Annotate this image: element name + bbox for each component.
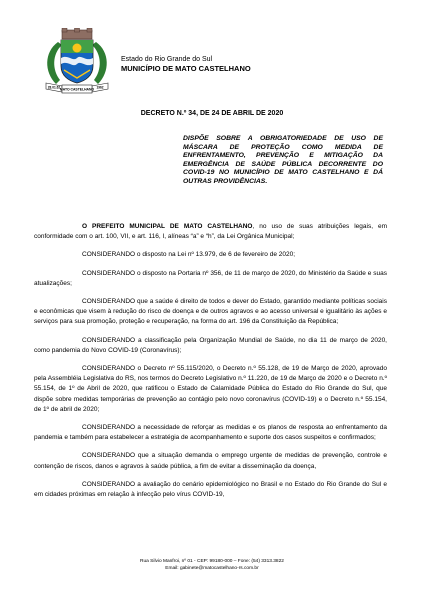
decree-body	[34, 222, 387, 508]
letterhead	[121, 55, 251, 74]
municipal-crest	[40, 28, 114, 94]
considerando-paragraph-3: CONSIDERANDO que a saúde é direito de todos e dever do Estado, garantido mediante políticas sociais e econômicas que visem à redução do risco de doença e de outros agravos e ao acesso universal e igualitário às ações e serviços para sua promoção, proteção e recuperação, na forma do art. 196 da Constituição da República;	[34, 298, 387, 326]
page-footer	[0, 559, 424, 572]
footer-email: Email: gabinete@matocastelhano-rs.com.br	[165, 565, 259, 571]
crest-right-year: 1962	[96, 85, 104, 90]
intro-authority: O PREFEITO MUNICIPAL DE MATO CASTELHANO	[82, 223, 253, 230]
considerando-paragraph-1: CONSIDERANDO o disposto na Lei nº 13.979, de 6 de fevereiro de 2020;	[82, 251, 296, 259]
crest-left-year: 28.01.62	[47, 85, 61, 90]
intro-text: , no uso de suas atribuições legais, em conformidade com o art. 100, VII, e art. 116, I, alíneas “a” e “h”, da Lei Orgânica Municipal;	[34, 223, 387, 241]
municipality-name: MUNICÍPIO DE MATO CASTELHANO	[121, 64, 251, 73]
crest-banner-text: MATO CASTELHANO	[59, 87, 95, 92]
considerando-paragraph-6: CONSIDERANDO a necessidade de reforçar as medidas e os planos de resposta ao enfrentamento da pandemia e também para estabelecer a estratégia de acompanhamento e suporte dos casos suspeitos e confirmados;	[34, 424, 387, 442]
considerando-paragraph-5: CONSIDERANDO o Decreto nº 55.115/2020, o Decreto n.º 55.128, de 19 de Março de 2020, aprovado pela Assembléia Legislativa do RS, nos termos do Decreto Legislativo n.º 11.220, de 19 de Março de 2020 e o Decreto n.º 55.154, de 1º de Abril de 2020, que ratificou o Estado de Calamidade Pública do Estado do Rio Grande do Sul, que dispõe sobre medidas temporárias de prevenção ao contágio pelo novo coronavírus (COVID-19) e o Decreto n.º 55.154, de 1º de abril de 2020;	[34, 365, 387, 413]
state-name: Estado do Rio Grande do Sul	[121, 56, 213, 63]
decree-ementa: DISPÕE SOBRE A OBRIGATORIEDADE DE USO DE MÁSCARA DE PROTEÇÃO COMO MEDIDA DE ENFRENTAMENTO, PREVENÇÃO E MITIGAÇÃO DA EMERGÊNCIA DE SAÚDE PÚBLICA DECORRENTE DO COVID-19 NO MUNICÍPIO DE MATO CASTELHANO E DÁ OUTRAS PROVIDÊNCIAS.	[183, 135, 383, 185]
considerando-paragraph-7: CONSIDERANDO que a situação demanda o emprego urgente de medidas de prevenção, controle e contenção de riscos, danos e agravos à saúde pública, a fim de evitar a disseminação da doença,	[34, 452, 387, 470]
considerando-paragraph-4: CONSIDERANDO a classificação pela Organização Mundial de Saúde, no dia 11 de março de 2020, como pandemia do Novo COVID-19 (Coronavírus);	[34, 336, 387, 354]
crest-emblem	[40, 28, 114, 94]
considerando-paragraph-2: CONSIDERANDO o disposto na Portaria nº 356, de 11 de março de 2020, do Ministério da Saúde e suas atualizações;	[34, 269, 387, 287]
footer-address: Rua Silvio Manfroi, nº 01 - CEP: 99180-000 – Fone: (54) 3313.3822	[140, 559, 284, 564]
considerando-paragraph-8: CONSIDERANDO a avaliação do cenário epidemiológico no Brasil e no Estado do Rio Grande do Sul e em cidades próximas em relação à infecção pelo vírus COVID-19,	[34, 480, 387, 499]
decree-title: DECRETO N.º 34, DE 24 DE ABRIL DE 2020	[140, 110, 284, 117]
intro-paragraph	[34, 222, 387, 242]
